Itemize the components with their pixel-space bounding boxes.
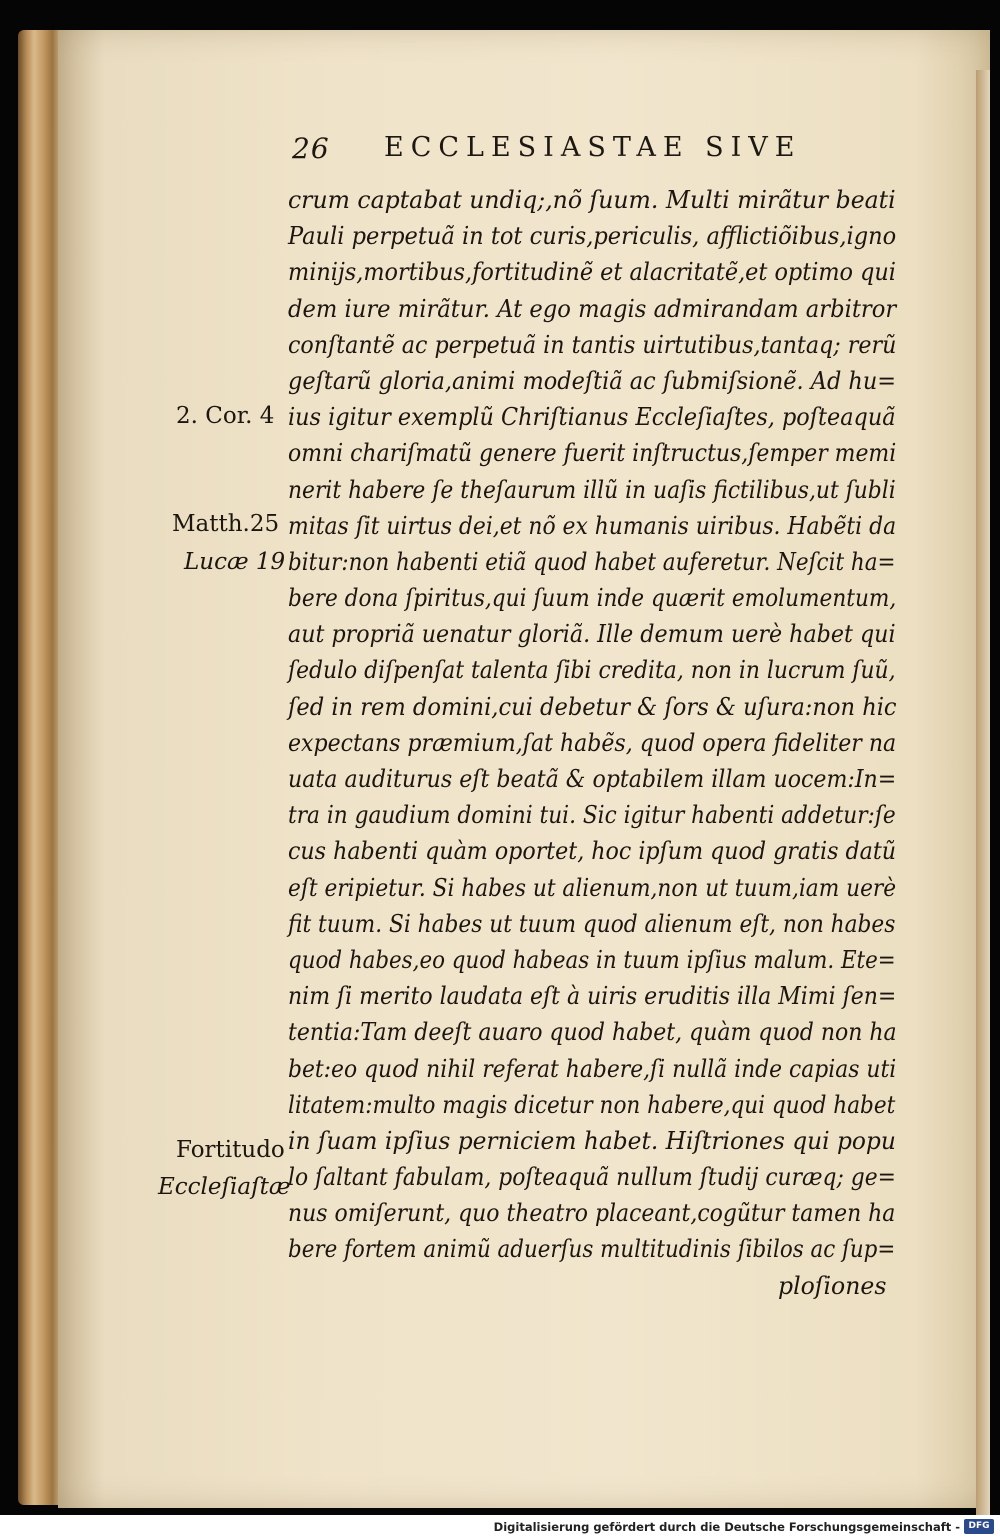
- body-text: [288, 182, 908, 1304]
- text-line: Pauli perpetuã in tot curis,periculis, afflictiõibus,igno: [288, 222, 897, 251]
- text-line: ploſiones: [778, 1271, 887, 1300]
- text-line: crum captabat undiq;,nõ ſuum. Multi mirãtur beati: [288, 186, 896, 214]
- text-line: nim ſi merito laudata eſt à uiris eruditis illa Mimi ſen=: [288, 982, 897, 1011]
- page-gutter: [976, 70, 990, 1520]
- text-line: tra in gaudium domini tui. Sic igitur habenti addetur:ſe: [288, 801, 896, 830]
- text-line: nus omiſerunt, quo theatro placeant,cogũtur tamen ha: [288, 1199, 896, 1228]
- text-line: ius igitur exemplũ Chriſtianus Eccleſiaſtes, poſteaquã: [288, 403, 896, 432]
- text-line: expectans præmium,ſat habẽs, quod opera fideliter na: [288, 728, 897, 757]
- margin-note-ecclesiastae: Eccleſiaſtæ: [158, 1174, 291, 1200]
- text-line: bet:eo quod nihil referat habere,ſi nullã inde capias uti: [288, 1054, 897, 1083]
- text-line: in ſuam ipſius perniciem habet. Hiſtriones qui popu: [288, 1126, 896, 1155]
- page-header: [292, 132, 852, 172]
- text-line: quod habes,eo quod habeas in tuum ipſius malum. Ete=: [288, 945, 896, 974]
- text-line: tentia:Tam deeſt auaro quod habet, quàm quod non ha: [288, 1018, 897, 1047]
- text-line: litatem:multo magis dicetur non habere,qui quod habet: [288, 1090, 896, 1119]
- margin-note-fortitudo: Fortitudo: [176, 1137, 285, 1163]
- text-line: cus habenti quàm oportet, hoc ipſum quod gratis datũ: [288, 837, 897, 866]
- text-line: dem iure mirãtur. At ego magis admirandam arbitror: [288, 294, 897, 323]
- page-number: 26: [292, 132, 330, 165]
- text-line: nerit habere ſe theſaurum illũ in uaſis fictilibus,ut ſubli: [288, 475, 896, 504]
- running-head: ECCLESIASTAE SIVE: [384, 132, 802, 163]
- margin-note-cor: 2. Cor. 4: [176, 403, 275, 429]
- text-line: eſt eripietur. Si habes ut alienum,non ut tuum,iam uerè: [288, 873, 897, 902]
- text-line: ſed in rem domini,cui debetur & ſors & uſura:non hic: [288, 692, 897, 721]
- text-line: miniјs,mortibus,fortitudinẽ et alacritatẽ,et optimo qui: [288, 258, 896, 287]
- text-line: mitas ſit uirtus dei,et nõ ex humanis uiribus. Habẽti da: [288, 511, 897, 540]
- text-line: lo ſaltant fabulam, poſteaquã nullum ſtudij curæq; ge=: [288, 1163, 896, 1192]
- text-line: aut propriã uenatur gloriã. Ille demum uerè habet qui: [288, 620, 896, 649]
- margin-note-matth: Matth.25: [172, 511, 280, 537]
- text-line: geſtarũ gloria,animi modeſtiã ac ſubmiſsionẽ. Ad hu=: [288, 366, 897, 395]
- text-line: fit tuum. Si habes ut tuum quod alienum eſt, non habes: [288, 909, 896, 938]
- dfg-logo: DFG: [964, 1519, 994, 1534]
- margin-note-luc: Lucæ 19: [184, 549, 286, 575]
- text-line: bere fortem animũ aduerſus multitudinis ſibilos ac ſup=: [288, 1235, 896, 1264]
- text-line: ſedulo diſpenſat talenta ſibi credita, non in lucrum ſuũ,: [288, 656, 896, 685]
- text-line: conſtantẽ ac perpetuã in tantis uirtutibus,tantaq; rerũ: [288, 330, 897, 359]
- footer-bar: [0, 1515, 1000, 1537]
- text-line: uata auditurus eſt beatã & optabilem illam uocem:In=: [288, 765, 897, 793]
- text-line: bere dona ſpiritus,qui ſuum inde quærit emolumentum,: [288, 584, 897, 613]
- footer-credit: Digitalisierung gefördert durch die Deutsche Forschungsgemeinschaft -: [493, 1520, 960, 1534]
- text-line: bitur:non habenti etiã quod habet auferetur. Neſcit ha=: [288, 547, 896, 576]
- text-line: omni chariſmatũ genere fuerit inſtructus,ſemper memi: [288, 439, 897, 468]
